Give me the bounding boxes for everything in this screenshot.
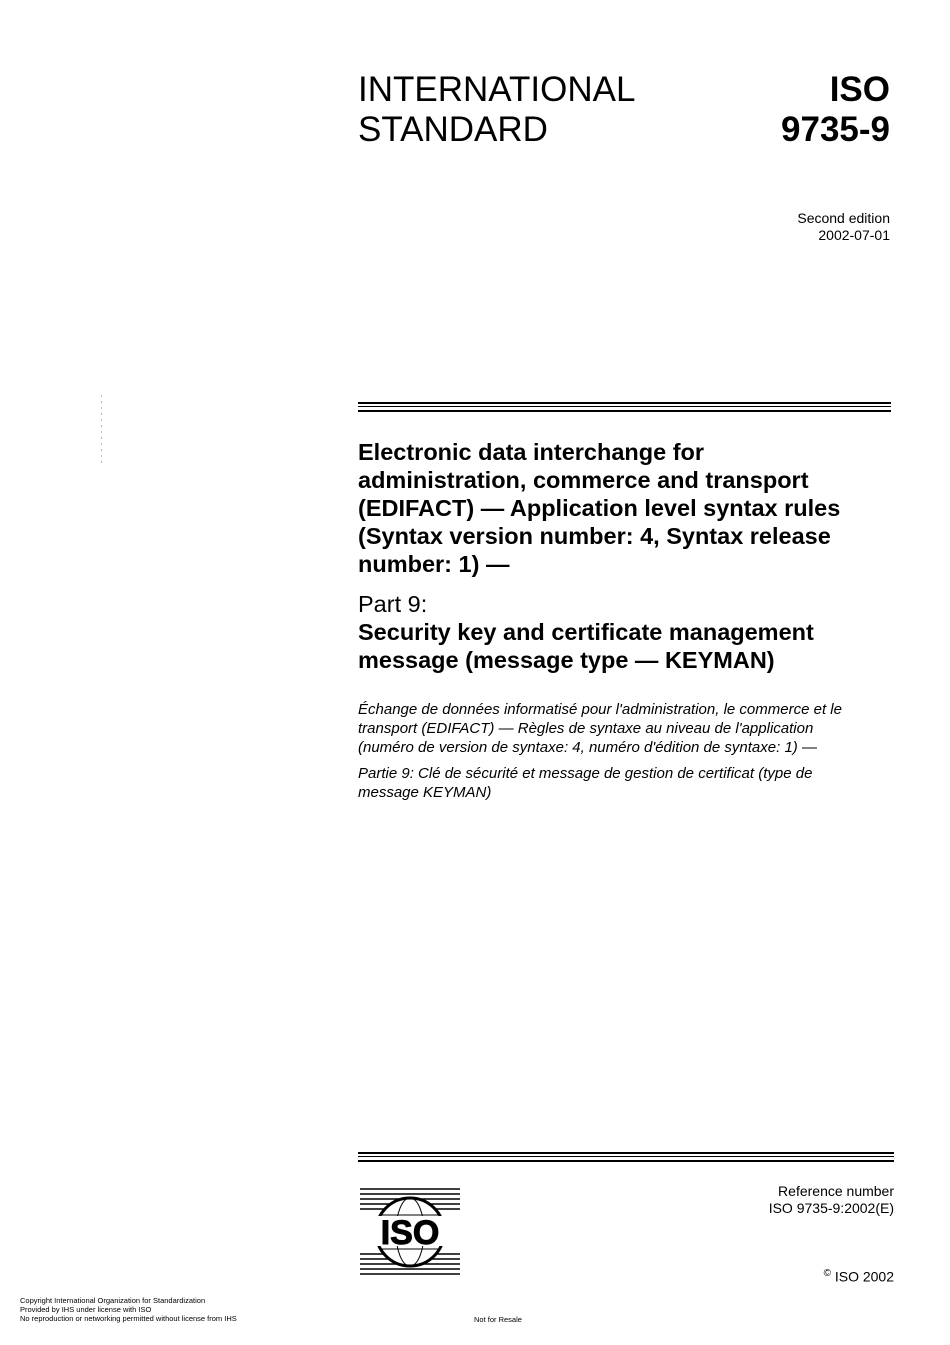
edition-date: 2002-07-01 [818,227,890,243]
footer-notice [20,1296,237,1323]
top-divider [358,402,891,412]
french-title-line: transport (EDIFACT) — Règles de syntaxe au niveau de l'application [358,720,814,737]
bottom-divider [358,1152,894,1162]
footer-line: No reproduction or networking permitted without license from IHS [20,1314,237,1323]
footer-line: Provided by IHS under license with ISO [20,1305,152,1314]
french-title-line: Échange de données informatisé pour l'administration, le commerce et le [358,701,842,718]
document-type-line: STANDARD [358,110,548,149]
copyright-symbol: © [823,1268,831,1279]
document-type-line: INTERNATIONAL [358,70,636,109]
document-type [358,70,635,150]
not-for-resale: Not for Resale [474,1315,522,1324]
iso-logo-icon [360,1186,460,1278]
main-title-line: Electronic data interchange for [358,439,705,465]
main-title-line: (Syntax version number: 4, Syntax release [358,523,831,549]
iso-logo-text: ISO [380,1214,440,1252]
copyright-text: ISO 2002 [830,1268,894,1285]
french-part-line: Partie 9: Clé de sécurité et message de gestion de certificat (type de [358,765,813,782]
part-title-line: Security key and certificate management [358,619,814,645]
french-title [358,700,898,757]
part-title [358,618,898,674]
part-label: Part 9: [358,591,428,617]
margin-mark [101,395,102,467]
main-title-line: (EDIFACT) — Application level syntax rules [358,495,841,521]
reference-label: Reference number [778,1183,894,1199]
iso-logo [360,1186,460,1278]
copyright [824,1265,894,1286]
french-part-line: message KEYMAN) [358,784,492,801]
standard-number [781,70,890,150]
main-title-line: administration, commerce and transport [358,467,809,493]
standard-org: ISO [829,70,890,109]
french-part-title [358,764,898,802]
reference-number: ISO 9735-9:2002(E) [768,1200,894,1216]
edition-label: Second edition [797,210,890,226]
edition-block [797,210,890,244]
french-title-line: (numéro de version de syntaxe: 4, numéro d'édition de syntaxe: 1) — [358,739,817,756]
part-title-line: message (message type — KEYMAN) [358,647,775,673]
footer-line: Copyright International Organization for Standardization [20,1296,206,1305]
main-title-line: number: 1) — [358,551,510,577]
reference-block [769,1183,894,1217]
main-title [358,438,898,578]
standard-number-value: 9735-9 [781,110,890,149]
